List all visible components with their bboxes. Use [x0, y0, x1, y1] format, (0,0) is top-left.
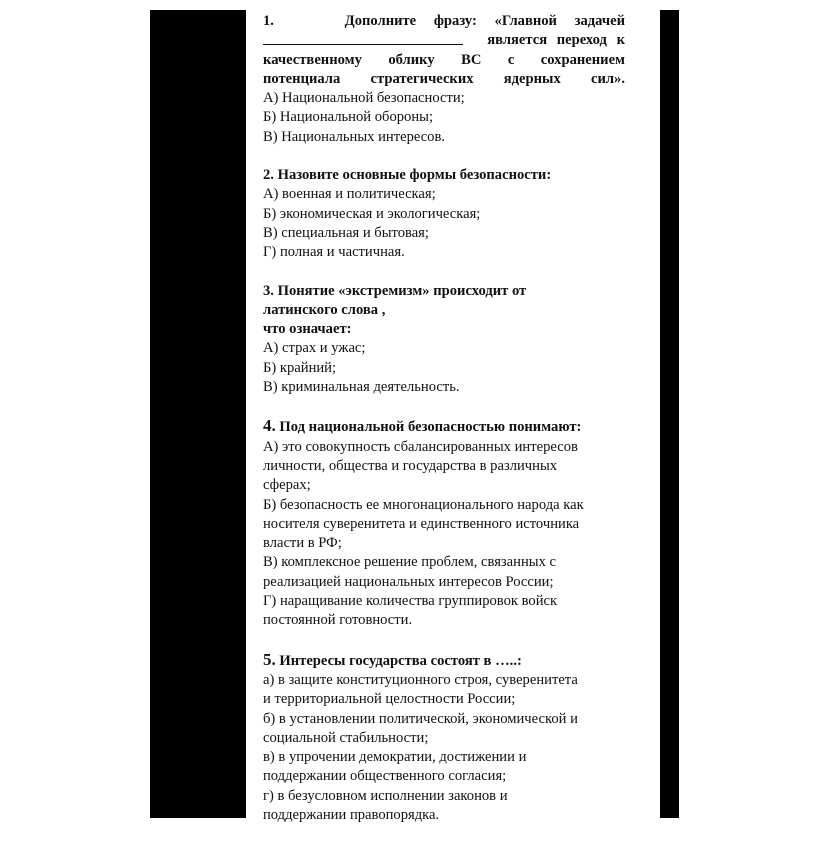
question-5	[263, 650, 625, 826]
question-3-title	[263, 282, 625, 340]
question-3-title-line-1: 3. Понятие «экстремизм» происходит от	[263, 282, 527, 299]
question-5-option-a: а) в защите конституционного строя, суверенитета и территориальной целостности России;	[263, 671, 578, 708]
question-5-title-text: Интересы государства состоят в …..:	[279, 652, 522, 669]
question-5-option-d: г) в безусловном исполнении законов и поддержании правопорядка.	[263, 787, 508, 823]
right-black-bar	[660, 10, 679, 818]
question-3	[263, 282, 625, 398]
answer-blank	[263, 31, 463, 45]
question-2-option-a: А) военная и политическая;	[263, 186, 436, 203]
question-4-option-c: В) комплексное решение проблем, связанных с реализацией национальных интересов России;	[263, 554, 557, 590]
question-5-option-b: б) в установлении политической, экономической и социальной стабильности;	[263, 710, 578, 746]
question-1-title	[263, 12, 625, 89]
question-4-title	[263, 416, 625, 437]
question-2-title: 2. Назовите основные формы безопасности:	[263, 167, 552, 184]
question-1	[263, 12, 625, 147]
left-black-bar	[150, 10, 246, 818]
question-3-option-a: А) страх и ужас;	[263, 340, 366, 357]
question-4-option-b: Б) безопасность ее многонационального народа как носителя суверенитета и единственного источника власти в РФ;	[263, 496, 584, 552]
question-1-title-line-2: является переход к	[487, 32, 625, 49]
question-2-option-b: Б) экономическая и экологическая;	[263, 205, 481, 222]
question-4-option-a: А) это совокупность сбалансированных интересов личности, общества и государства в различных сферах;	[263, 438, 578, 494]
question-3-title-line-3: что означает:	[263, 321, 352, 338]
question-1-option-a: А) Национальной безопасности;	[263, 90, 465, 107]
question-1-number: 1.	[263, 13, 274, 29]
question-5-number: 5.	[263, 649, 276, 669]
question-1-option-b: Б) Национальной обороны;	[263, 109, 434, 126]
question-1-title-line-3: качественному облику ВС с сохранением	[263, 51, 625, 68]
question-2	[263, 166, 625, 262]
question-1-title-line-4: потенциала стратегических ядерных сил».	[263, 70, 625, 87]
question-2-option-c: В) специальная и бытовая;	[263, 224, 429, 241]
question-2-option-d: Г) полная и частичная.	[263, 244, 405, 261]
question-3-title-line-2: латинского слова ,	[263, 301, 386, 318]
question-4-option-d: Г) наращивание количества группировок войск постоянной готовности.	[263, 593, 558, 629]
question-5-title	[263, 650, 625, 671]
question-4	[263, 416, 625, 630]
question-4-title-text: Под национальной безопасностью понимают:	[279, 419, 582, 436]
question-4-number: 4.	[263, 416, 276, 436]
question-5-option-c: в) в упрочении демократии, достижении и поддержании общественного согласия;	[263, 749, 527, 785]
questions-content	[263, 12, 625, 844]
question-1-option-c: В) Национальных интересов.	[263, 128, 446, 145]
question-3-option-c: В) криминальная деятельность.	[263, 379, 460, 396]
question-3-option-b: Б) крайний;	[263, 359, 337, 376]
document-page	[246, 10, 660, 823]
question-1-title-line-1: Дополните фразу: «Главной задачей	[344, 13, 625, 29]
